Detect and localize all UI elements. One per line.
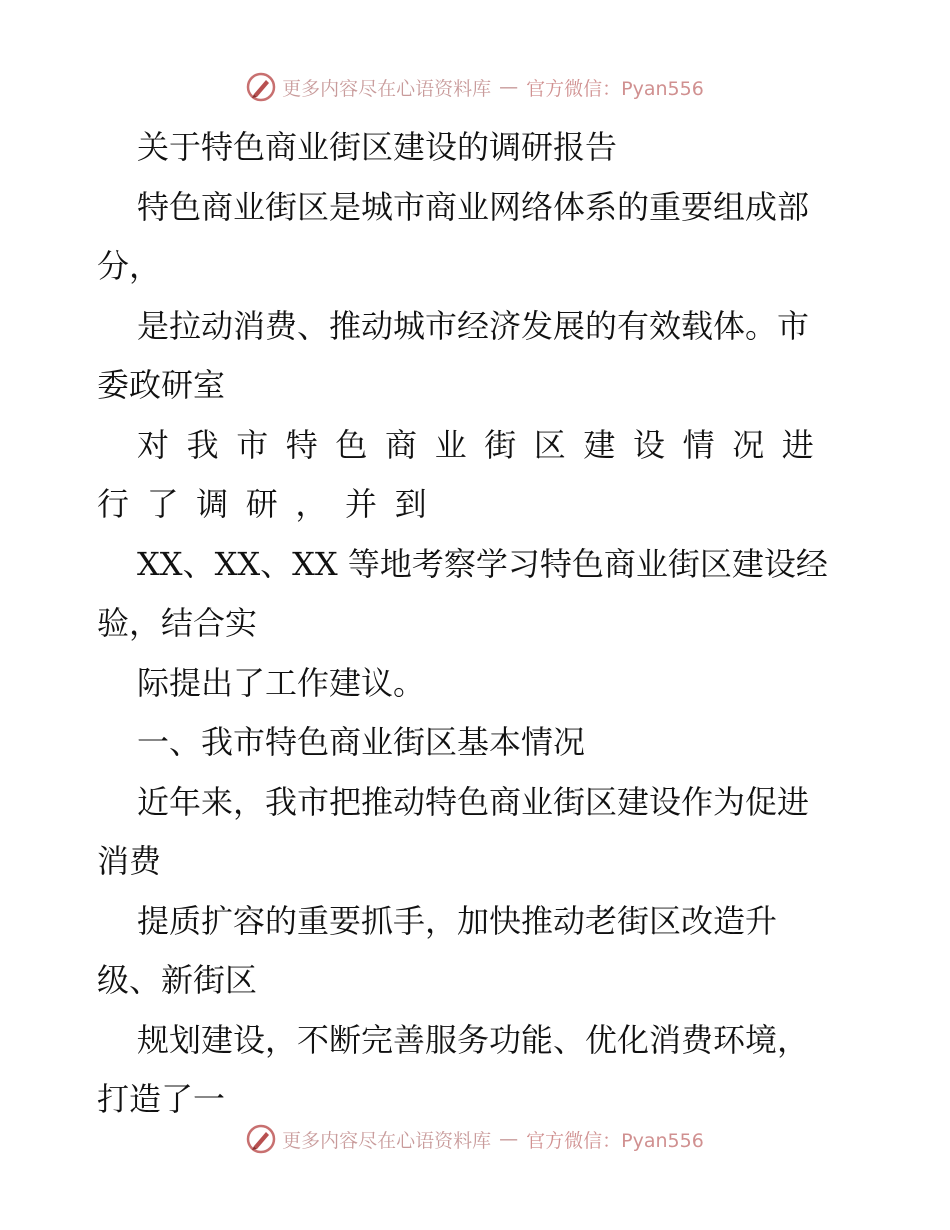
paragraph-line: 验，结合实 <box>97 604 258 642</box>
watermark-text: 更多内容尽在心语资料库 <box>282 77 492 100</box>
paragraph-line: 规划建设，不断完善服务功能、优化消费环境， <box>137 1020 810 1059</box>
section-heading: 一、我市特色商业街区基本情况 <box>137 723 586 761</box>
paragraph-line: 级、新街区 <box>97 961 258 999</box>
paragraph-line: 分， <box>97 247 162 285</box>
pen-logo-icon <box>246 72 276 102</box>
watermark-separator: — <box>499 1128 519 1150</box>
watermark-separator: — <box>499 76 519 98</box>
paragraph-line: 是拉动消费、推动城市经济发展的有效载体。市 <box>137 306 810 345</box>
paragraph-line: 消费 <box>97 842 162 880</box>
paragraph-line: 近年来，我市把推动特色商业街区建设作为促进 <box>137 782 810 821</box>
paragraph-line: XX、XX、XX 等地考察学习特色商业街区建设经 <box>137 544 828 583</box>
watermark-contact: 官方微信：Pyan556 <box>526 1129 704 1152</box>
paragraph-line: 际提出了工作建议。 <box>137 663 426 702</box>
document-title: 关于特色商业街区建设的调研报告 <box>137 128 618 166</box>
watermark-text: 更多内容尽在心语资料库 <box>282 1129 492 1152</box>
footer-watermark <box>0 1124 950 1154</box>
document-body <box>97 118 857 1130</box>
paragraph-line: 打造了一 <box>97 1080 226 1118</box>
paragraph-line: 对我市特色商业街区建设情况进 <box>137 425 832 464</box>
header-watermark <box>0 72 950 102</box>
pen-logo-icon <box>246 1124 276 1154</box>
paragraph-line: 特色商业街区是城市商业网络体系的重要组成部 <box>137 187 810 226</box>
paragraph-line: 行了调研，并到 <box>97 485 445 523</box>
watermark-contact: 官方微信：Pyan556 <box>526 77 704 100</box>
paragraph-line: 委政研室 <box>97 366 226 404</box>
paragraph-line: 提质扩容的重要抓手，加快推动老街区改造升 <box>137 901 778 940</box>
